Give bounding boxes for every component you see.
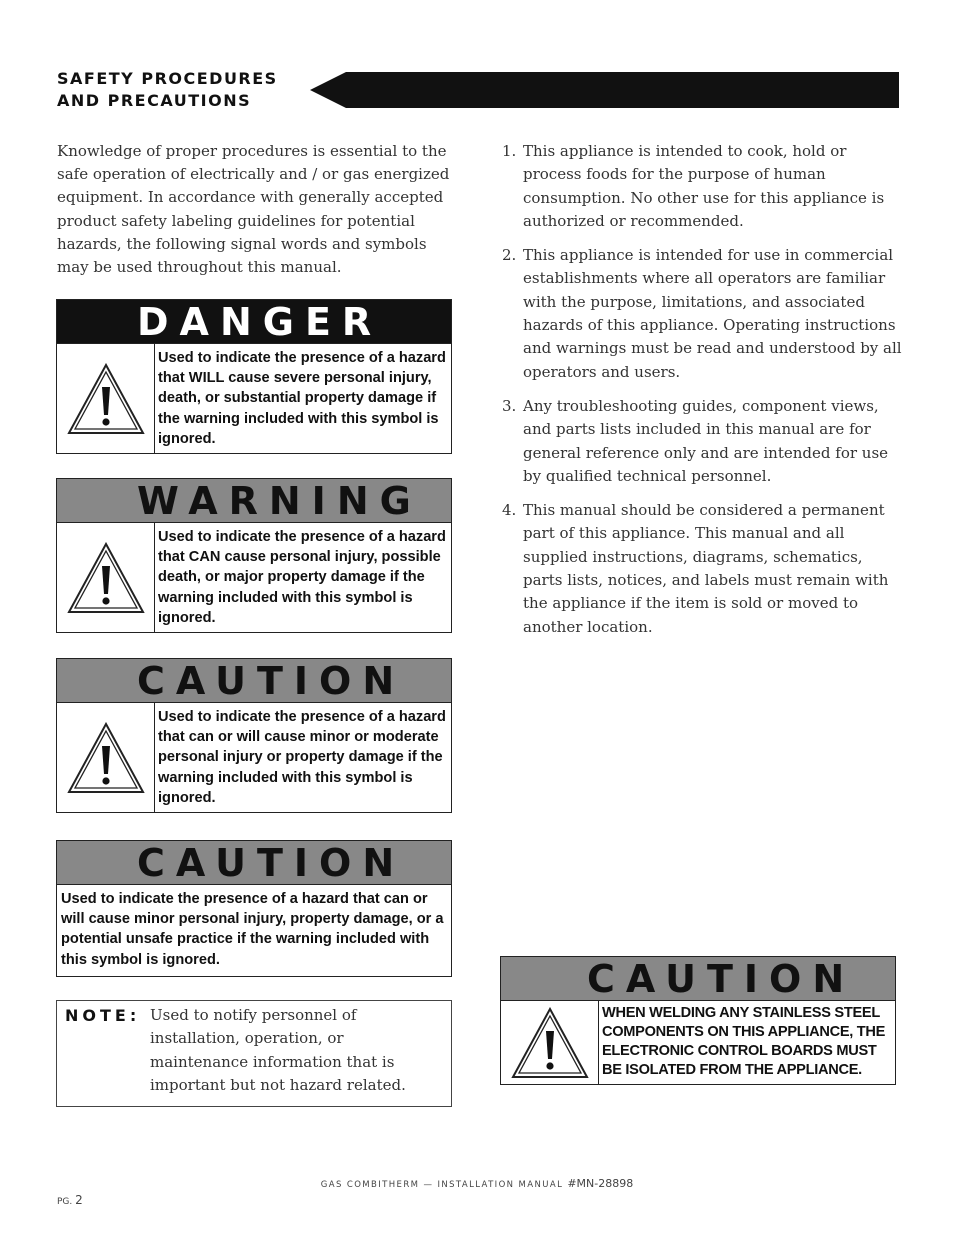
warning-text: Used to indicate the presence of a hazard that CAN cause personal injury, possible death, or major property damage if the warning included with this symbol is ignored. — [158, 529, 446, 626]
footer-manual: GAS COMBITHERM — INSTALLATION MANUAL — [320, 1180, 564, 1190]
danger-header: DANGER — [57, 300, 451, 344]
caution-text: Used to indicate the presence of a hazard that can or will cause minor or moderate personal injury or property damage if the warning included with this symbol is ignored. — [158, 709, 446, 806]
note-text: Used to notify personnel of installation, operation, or maintenance information that is important but not hazard related. — [150, 1006, 406, 1094]
footer — [0, 1177, 954, 1190]
list-item-text: This appliance is intended for use in commercial establishments where all operators are familiar with the purpose, limitations, and associated hazards of this appliance. Operating instructions and warnings must be read and understood by all operators and users. — [523, 246, 902, 381]
intro-paragraph: Knowledge of proper procedures is essential to the safe operation of electrically and / or gas energized equipment. In accordance with generally accepted product safety labeling guidelines for potential hazards, the following signal words and symbols may be used throughout this manual. — [57, 142, 450, 277]
list-item — [502, 395, 902, 488]
list-item — [502, 244, 902, 384]
warning-triangle-icon — [501, 1001, 599, 1084]
list-item-text: This appliance is intended to cook, hold or process foods for the purpose of human consumption. No other use for this appliance is authorized or recommended. — [523, 142, 885, 230]
warning-header: WARNING — [57, 479, 451, 523]
list-item-text: This manual should be considered a permanent part of this appliance. This manual and all supplied instructions, diagrams, schematics, parts lists, notices, and labels must remain with the appliance if the item is sold or moved to another location. — [523, 501, 889, 636]
note-box — [56, 1000, 452, 1107]
list-item — [502, 140, 902, 233]
list-item-number: 2. — [502, 246, 517, 265]
list-item-number: 4. — [502, 501, 517, 520]
page-label: PG. — [57, 1197, 73, 1207]
list-item-number: 3. — [502, 396, 517, 415]
warning-triangle-icon — [57, 703, 155, 812]
list-item-number: 1. — [502, 142, 517, 160]
caution-header: CAUTION — [57, 659, 451, 703]
section-title-line2: AND PRECAUTIONS — [57, 91, 252, 110]
header-bar — [310, 72, 899, 108]
caution-noicon-text: Used to indicate the presence of a hazard that can or will cause minor personal injury, property damage, or a potential unsafe practice if the warning included with this symbol is ignored. — [61, 891, 444, 968]
danger-text: Used to indicate the presence of a hazard that WILL cause severe personal injury, death, or substantial property damage if the warning included with this symbol is ignored. — [158, 350, 446, 447]
welding-caution-box — [500, 956, 896, 1085]
caution-header: CAUTION — [501, 957, 895, 1001]
page-number — [57, 1193, 83, 1207]
caution-box — [56, 658, 452, 813]
section-title-line1: SAFETY PROCEDURES — [57, 69, 278, 88]
note-label: NOTE: — [65, 1006, 141, 1025]
caution-header: CAUTION — [57, 841, 451, 885]
warning-triangle-icon — [57, 523, 155, 632]
welding-caution-text: WHEN WELDING ANY STAINLESS STEEL COMPONENTS ON THIS APPLIANCE, THE ELECTRONIC CONTROL BOARDS MUST BE ISOLATED FROM THE APPLIANCE. — [602, 1005, 886, 1078]
safety-list — [502, 140, 902, 650]
footer-doc-number: #MN-28898 — [567, 1177, 634, 1190]
warning-box — [56, 478, 452, 633]
warning-triangle-icon — [57, 344, 155, 453]
danger-box — [56, 299, 452, 454]
section-title — [57, 68, 278, 112]
caution-noicon-box — [56, 840, 452, 977]
page-num: 2 — [75, 1193, 83, 1207]
list-item — [502, 499, 902, 639]
list-item-text: Any troubleshooting guides, component views, and parts lists included in this manual are for general reference only and are intended for use by qualified technical personnel. — [523, 396, 889, 485]
